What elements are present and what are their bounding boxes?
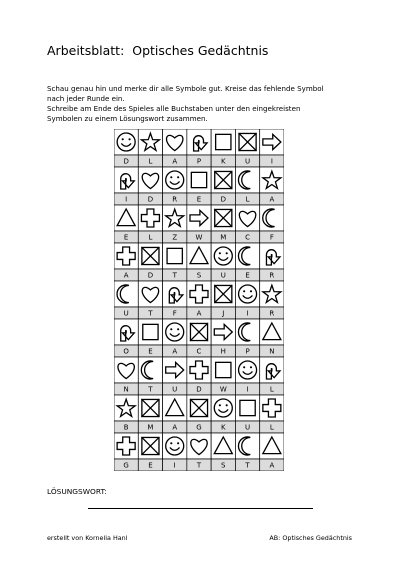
grid-letter: L [148,233,153,242]
grid-letter: E [245,271,250,280]
grid-letter: L [269,423,274,432]
grid-letter: M [220,233,227,242]
grid-letter: U [245,157,251,166]
grid-letter: G [196,423,202,432]
grid-letter: E [148,461,153,470]
instruction-line: Schreibe am Ende des Spieles alle Buchstaben unter den eingekreisten [47,104,301,113]
grid-letter: I [246,385,249,394]
grid-letter: R [172,195,178,204]
grid-letter: A [269,461,275,470]
instruction-line: nach jeder Runde ein. [47,94,125,103]
grid-letter: I [246,309,249,318]
grid-letter: L [245,195,250,204]
grid-letter: U [123,309,129,318]
grid-letter: O [123,347,129,356]
grid-letter: P [196,157,202,166]
grid-letter: E [123,233,129,242]
grid-letter: C [245,233,251,242]
grid-letter: D [147,271,154,280]
grid-letter: A [196,309,202,318]
grid-letter: L [269,385,274,394]
worksheet-title: Arbeitsblatt: Optisches Gedächtnis [47,43,269,58]
grid-letter: C [196,347,202,356]
grid-letter: T [148,385,153,394]
grid-letter: D [196,385,202,394]
grid-letter: N [269,347,275,356]
instructions [47,84,367,124]
grid-letter: J [222,309,225,318]
grid-letter: A [269,195,275,204]
grid-letter: P [245,347,250,356]
grid-letter: W [219,385,227,394]
grid-letter: S [221,461,226,470]
symbol-grid [114,129,284,471]
grid-letter: E [196,195,202,204]
grid-letter: F [269,233,274,242]
grid-letter: U [220,271,226,280]
grid-letter: L [148,157,153,166]
grid-letter: A [123,271,129,280]
grid-letter: T [196,461,202,470]
grid-letter: F [172,309,177,318]
grid-letter: U [172,385,178,394]
grid-letter: A [172,423,178,432]
grid-letter: D [123,157,129,166]
instruction-line: Schau genau hin und merke dir alle Symbole gut. Kreise das fehlende Symbol [47,84,324,93]
grid-letter: N [123,385,129,394]
grid-letter: D [220,195,226,204]
grid-letter: S [196,271,202,280]
grid-letter: I [270,157,273,166]
grid-letter: M [147,423,154,432]
instruction-line: Symbolen zu einem Lösungswort zusammen. [47,114,208,123]
grid-letter: B [123,423,129,432]
solution-label: LÖSUNGSWORT: [47,487,107,496]
grid-letter: I [173,461,176,470]
grid-letter: R [269,271,275,280]
grid-letter: Z [172,233,178,242]
grid-letter: G [123,461,129,470]
grid-letter: T [245,461,250,470]
grid-letter: I [125,195,128,204]
grid-letter: H [220,347,226,356]
solution-answer-line[interactable] [88,508,313,509]
grid-letter: A [172,157,178,166]
grid-letter: T [148,309,153,318]
grid-letter: K [220,423,226,432]
grid-letter: T [172,271,177,280]
footer-doc-title: AB: Optisches Gedächtnis [269,534,352,542]
grid-letter: W [195,233,203,242]
grid-letter: U [245,423,251,432]
footer-author: erstellt von Kornelia Hanl [47,534,128,542]
grid-letter: R [269,309,275,318]
grid-letter: K [220,157,226,166]
symbol-grid-svg [114,129,284,471]
grid-letter: D [147,195,154,204]
grid-letter: A [172,347,178,356]
grid-letter: E [148,347,153,356]
